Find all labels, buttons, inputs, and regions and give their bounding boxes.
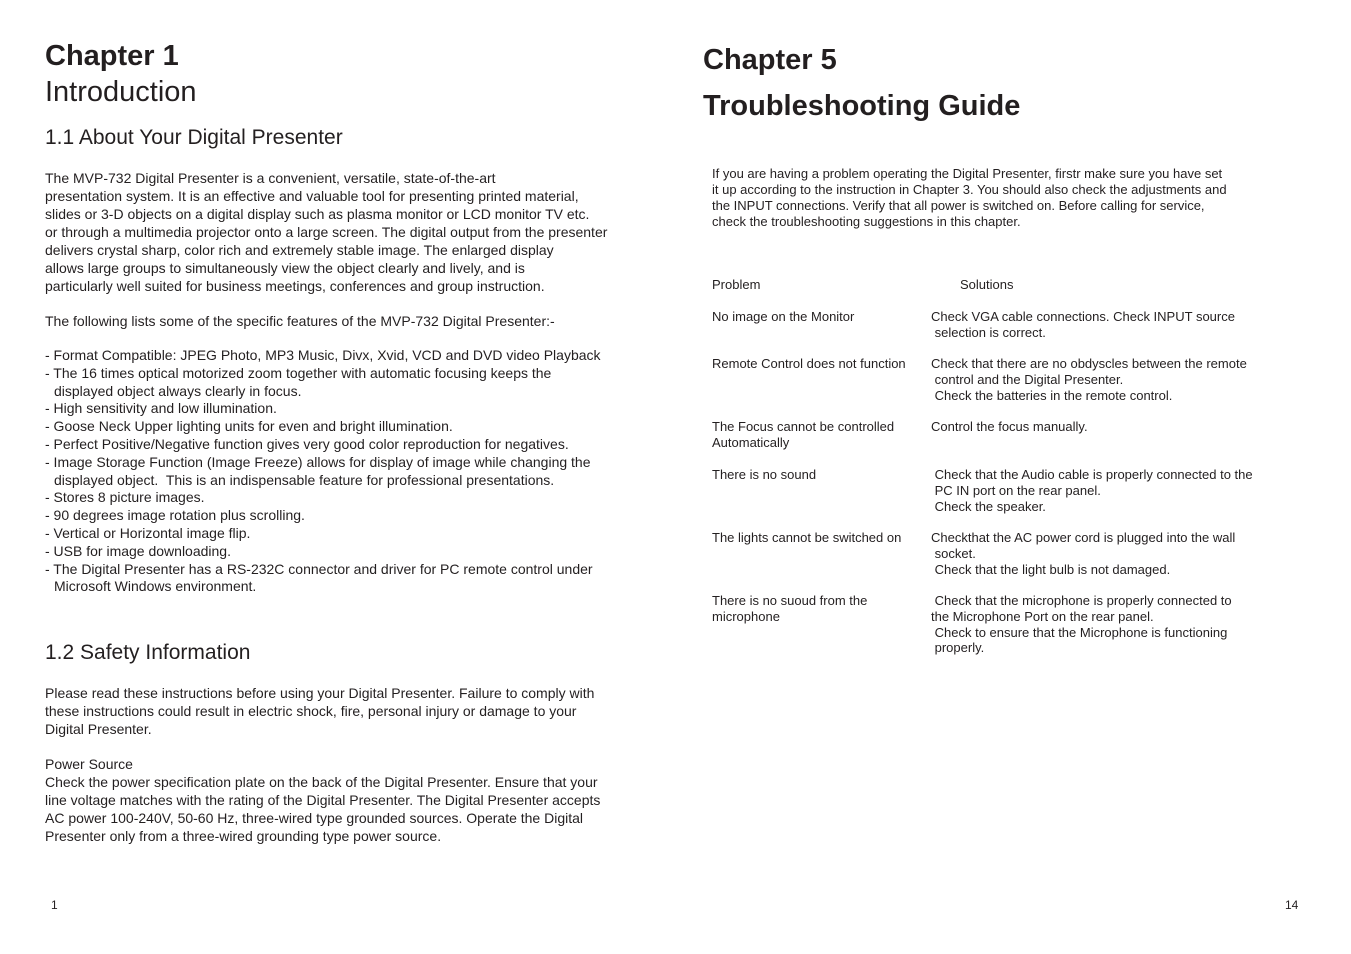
chapter-title: Chapter 1 [45, 40, 179, 72]
solution-cell: Control the focus manually. [931, 419, 1088, 434]
intro-paragraph: If you are having a problem operating the Digital Presenter, firstr make sure you have set it up according to the instruction in Chapter 3. You should also check the adjustments and the INPUT connections. Verify that all power is switched on. Before calling for service, check the troubleshooting suggestions in this chapter. [712, 166, 1227, 229]
list-item: - 90 degrees image rotation plus scrolling. [45, 507, 305, 524]
problem-cell: Remote Control does not function [712, 356, 906, 371]
power-source-paragraph: Check the power specification plate on the back of the Digital Presenter. Ensure that your line voltage matches with the rating of the Digital Presenter. The Digital Presenter accepts AC power 100-240V, 50-60 Hz, three-wired type grounded sources. Operate the Digital Presenter only from a three-wired grounding type power source. [45, 774, 601, 844]
solution-cell: Check that there are no obdyscles between the remote control and the Digital Presenter. Check the batteries in the remote control. [931, 356, 1247, 403]
column-header-problem: Problem [712, 277, 761, 292]
problem-cell: There is no sound [712, 467, 817, 482]
features-list [45, 347, 645, 596]
power-source-label: Power Source [45, 756, 133, 772]
list-item: - The 16 times optical motorized zoom together with automatic focusing keeps the displayed object always clearly in focus. [45, 364, 552, 399]
list-item: - USB for image downloading. [45, 542, 231, 559]
problem-cell: There is no suoud from the microphone [712, 593, 868, 624]
chapter-title: Chapter 5 [703, 44, 837, 76]
solution-cell: Check VGA cable connections. Check INPUT source selection is correct. [931, 309, 1235, 340]
page-number: 1 [51, 898, 58, 912]
list-item: - Goose Neck Upper lighting units for even and bright illumination. [45, 418, 453, 435]
page-number: 14 [1285, 898, 1299, 912]
chapter-subtitle: Troubleshooting Guide [703, 90, 1021, 122]
list-item: - Vertical or Horizontal image flip. [45, 524, 251, 541]
section-heading-safety: 1.2 Safety Information [45, 641, 251, 664]
list-item: - The Digital Presenter has a RS-232C connector and driver for PC remote control under Microsoft Windows environment. [45, 560, 593, 595]
problem-cell: The lights cannot be switched on [712, 530, 902, 545]
section-heading-about: 1.1 About Your Digital Presenter [45, 126, 343, 149]
list-item: - Perfect Positive/Negative function gives very good color reproduction for negatives. [45, 435, 569, 452]
list-item: - High sensitivity and low illumination. [45, 400, 277, 417]
solution-cell: Check that the microphone is properly connected to the Microphone Port on the rear panel. Check to ensure that the Microphone is functioning properly. [931, 593, 1232, 656]
safety-paragraph: Please read these instructions before using your Digital Presenter. Failure to comply with these instructions could result in electric shock, fire, personal injury or damage to your Digital Presenter. [45, 685, 595, 737]
solution-cell: Checkthat the AC power cord is plugged into the wall socket. Check that the light bulb is not damaged. [931, 530, 1236, 577]
features-intro: The following lists some of the specific features of the MVP-732 Digital Presenter:- [45, 313, 555, 329]
chapter-subtitle: Introduction [45, 76, 197, 108]
list-item: - Image Storage Function (Image Freeze) allows for display of image while changing the displayed object. This is an indispensable feature for professional presentations. [45, 453, 591, 488]
column-header-solutions: Solutions [960, 277, 1014, 292]
list-item: - Stores 8 picture images. [45, 489, 205, 506]
left-page [0, 0, 675, 954]
problem-cell: No image on the Monitor [712, 309, 855, 324]
solution-cell: Check that the Audio cable is properly connected to the PC IN port on the rear panel. Check the speaker. [934, 467, 1253, 514]
right-page [675, 0, 1351, 954]
list-item: - Format Compatible: JPEG Photo, MP3 Music, Divx, Xvid, VCD and DVD video Playback [45, 347, 601, 363]
problem-cell: The Focus cannot be controlled Automatically [712, 419, 895, 450]
about-paragraph: The MVP-732 Digital Presenter is a convenient, versatile, state-of-the-art presentation system. It is an effective and valuable tool for presenting printed material, slides or 3-D objects on a digital display such as plasma monitor or LCD monitor TV etc. or through a multimedia projector onto a large screen. The digital output from the presenter delivers crystal sharp, color rich and extremely stable image. The enlarged display allows large groups to simultaneously view the object clearly and lively, and is particularly well suited for business meetings, conferences and group instruction. [45, 170, 608, 294]
